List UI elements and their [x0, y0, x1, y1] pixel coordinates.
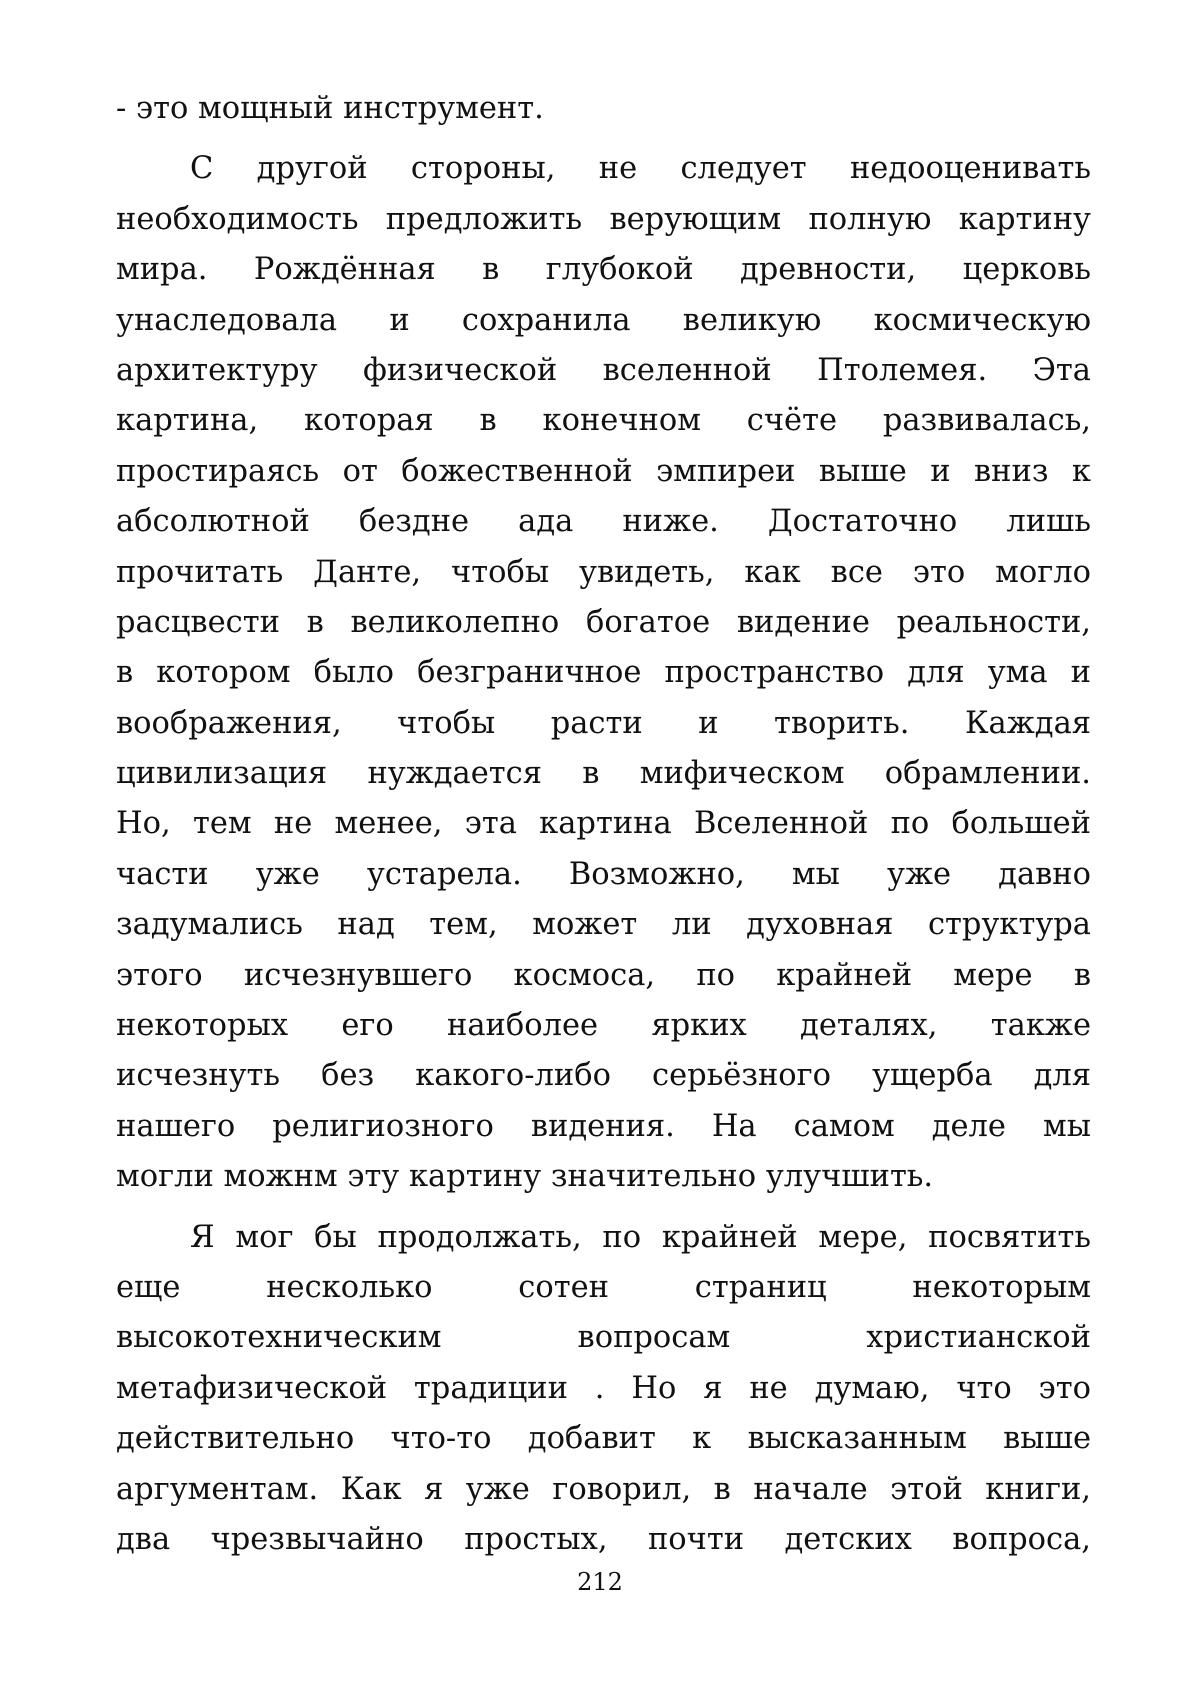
- text-line: два чрезвычайно простых, почти детских вопроса,: [116, 1521, 1091, 1557]
- text-line: задумались над тем, может ли духовная структура: [116, 907, 1091, 943]
- text-line: унаследовала и сохранила великую космическую: [116, 302, 1091, 338]
- document-body: [116, 84, 1091, 1565]
- text-line: мира. Рождённая в глубокой древности, церковь: [116, 252, 1091, 288]
- text-line: воображения, чтобы расти и творить. Каждая: [116, 705, 1091, 741]
- paragraph-2: [116, 144, 1091, 1202]
- text-line: простираясь от божественной эмпиреи выше и вниз к: [116, 453, 1091, 489]
- text-line: части уже устарела. Возможно, мы уже давно: [116, 856, 1091, 892]
- text-line: необходимость предложить верующим полную картину: [116, 201, 1091, 237]
- text-line: Я мог бы продолжать, по крайней мере, посвятить: [190, 1219, 1091, 1255]
- text-line: в котором было безграничное пространство для ума и: [116, 655, 1091, 691]
- text-line: аргументам. Как я уже говорил, в начале этой книги,: [116, 1471, 1091, 1507]
- text-line: - это мощный инструмент.: [116, 91, 544, 126]
- text-line: могли можнм эту картину значительно улучшить.: [116, 1159, 934, 1195]
- text-line: высокотехническим вопросам христианской: [116, 1320, 1091, 1356]
- text-line: архитектуру физической вселенной Птолемея. Эта: [116, 352, 1091, 388]
- text-line: метафизической традиции . Но я не думаю, что это: [116, 1370, 1091, 1406]
- text-line: прочитать Данте, чтобы увидеть, как все это могло: [116, 554, 1091, 590]
- text-line: картина, которая в конечном счёте развивалась,: [116, 403, 1091, 439]
- text-line: некоторых его наиболее ярких деталях, также: [116, 1008, 1091, 1044]
- text-line: еще несколько сотен страниц некоторым: [116, 1269, 1091, 1305]
- text-line: цивилизация нуждается в мифическом обрамлении.: [116, 756, 1091, 792]
- text-line: расцвести в великолепно богатое видение реальности,: [116, 604, 1091, 640]
- paragraph-3: [116, 1213, 1091, 1566]
- text-line: этого исчезнувшего космоса, по крайней мере в: [116, 957, 1091, 993]
- page-number: 212: [577, 1568, 623, 1596]
- text-line: абсолютной бездне ада ниже. Достаточно лишь: [116, 504, 1091, 540]
- text-line: Но, тем не менее, эта картина Вселенной по большей: [116, 806, 1091, 842]
- paragraph-1: [116, 84, 1091, 134]
- text-line: действительно что-то добавит к высказанным выше: [116, 1421, 1091, 1457]
- text-line: нашего религиозного видения. На самом деле мы: [116, 1108, 1091, 1144]
- text-line: исчезнуть без какого-либо серьёзного ущерба для: [116, 1058, 1091, 1094]
- text-line: С другой стороны, не следует недооценивать: [190, 151, 1091, 187]
